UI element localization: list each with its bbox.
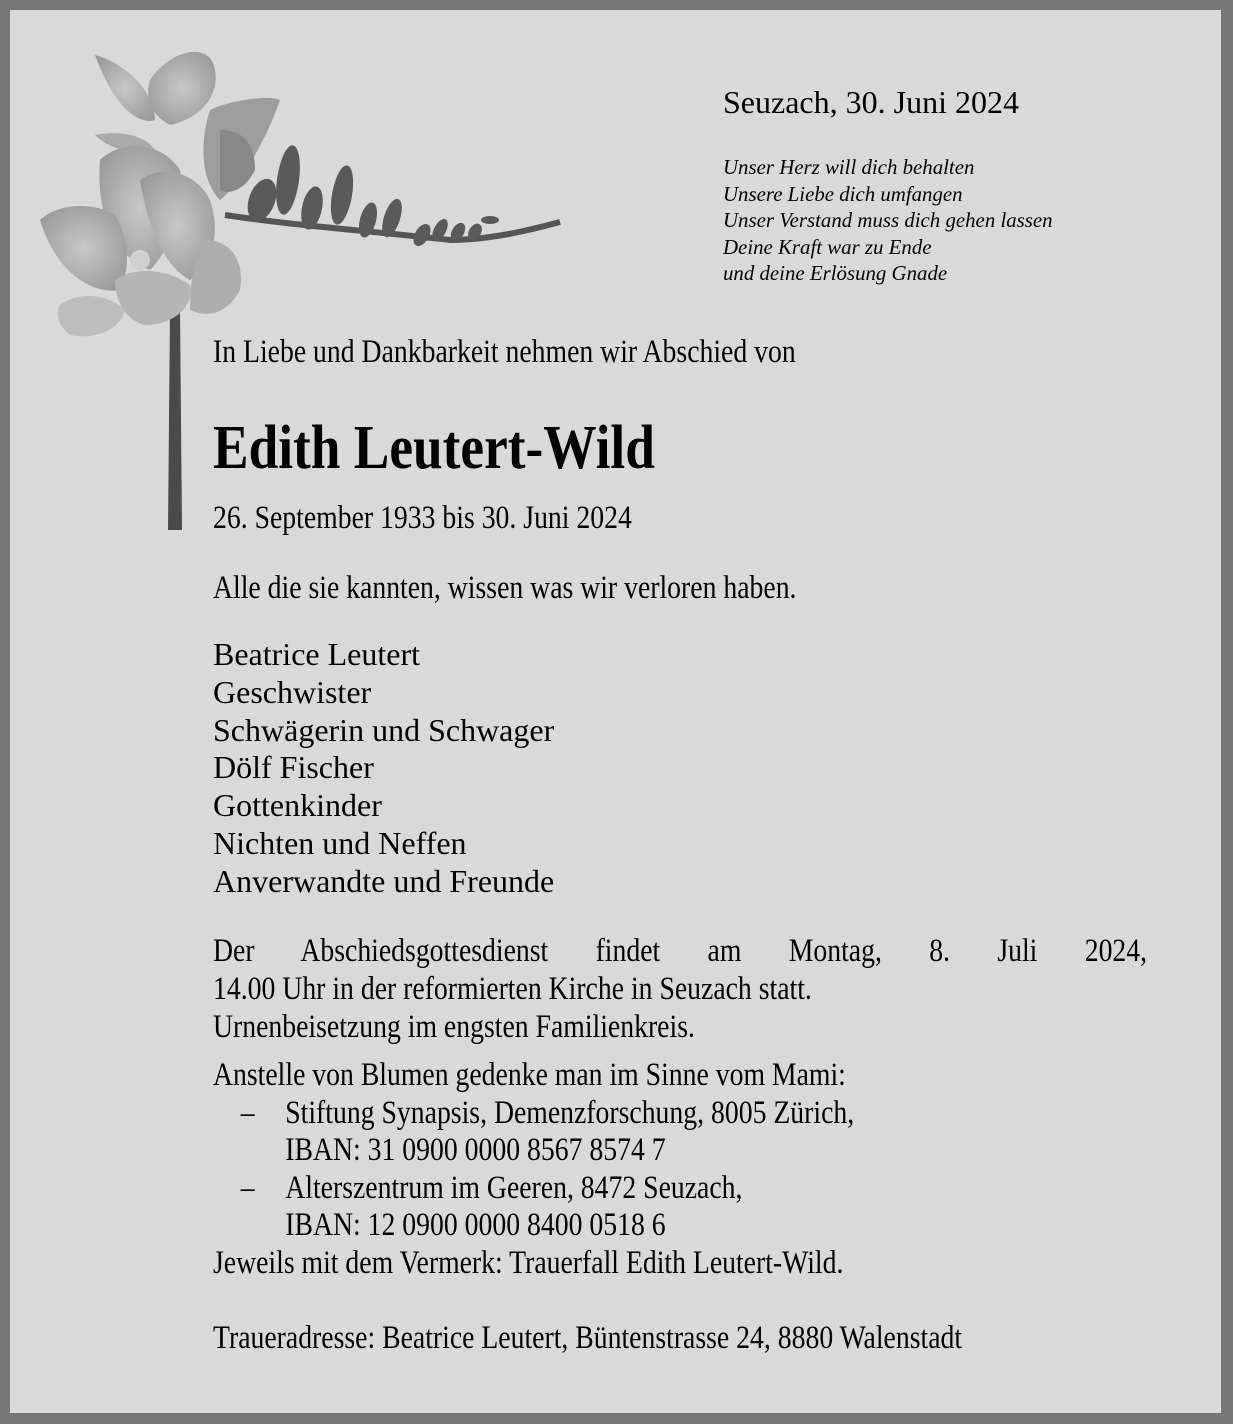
donation-iban: IBAN: 31 0900 0000 8567 8574 7 bbox=[285, 1132, 666, 1169]
motto-text: Alle die sie kannten, wissen was wir verloren haben. bbox=[213, 570, 797, 606]
donation-info bbox=[213, 1057, 976, 1283]
poem-line: Unsere Liebe dich umfangen bbox=[723, 181, 963, 206]
service-info bbox=[213, 932, 1147, 1047]
poem bbox=[723, 154, 1063, 287]
intro-line: In Liebe und Dankbarkeit nehmen wir Abschied von bbox=[213, 334, 796, 370]
poem-line: Unser Herz will dich behalten bbox=[723, 155, 975, 179]
life-dates bbox=[213, 496, 712, 540]
indent bbox=[213, 1207, 285, 1245]
donation-iban: IBAN: 12 0900 0000 8400 0518 6 bbox=[285, 1207, 666, 1244]
mourner: Anverwandte und Freunde bbox=[213, 862, 555, 899]
mourners-list bbox=[213, 636, 554, 901]
address-text: Traueradresse: Beatrice Leutert, Büntenstrasse 24, 8880 Walenstadt bbox=[213, 1320, 963, 1356]
mourner: Gottenkinder bbox=[213, 787, 382, 824]
place-date: Seuzach, 30. Juni 2024 bbox=[723, 84, 1019, 120]
intro-text bbox=[213, 330, 907, 374]
donation-item bbox=[213, 1170, 854, 1208]
donation-iban-row bbox=[213, 1207, 854, 1245]
donation-item bbox=[213, 1095, 854, 1133]
donation-recipient: Alterszentrum im Geeren, 8472 Seuzach, bbox=[285, 1169, 743, 1206]
mourning-address bbox=[213, 1316, 1105, 1360]
donation-iban-row bbox=[213, 1132, 854, 1170]
motto bbox=[213, 566, 908, 610]
obituary-notice bbox=[10, 10, 1221, 1413]
dash-bullet: – bbox=[240, 1094, 255, 1131]
service-line: Der Abschiedsgottesdienst findet am Montag, 8. Juli 2024, bbox=[213, 933, 1148, 969]
name-text: Edith Leutert-Wild bbox=[213, 414, 655, 482]
service-line: 14.00 Uhr in der reformierten Kirche in Seuzach statt. bbox=[213, 971, 812, 1008]
mourner: Geschwister bbox=[213, 673, 372, 710]
deceased-name bbox=[213, 410, 727, 486]
mourner: Dölf Fischer bbox=[213, 749, 374, 786]
dates-text: 26. September 1933 bis 30. Juni 2024 bbox=[213, 500, 632, 536]
mourner: Beatrice Leutert bbox=[213, 636, 420, 672]
dash-bullet: – bbox=[240, 1169, 255, 1206]
indent bbox=[213, 1132, 285, 1170]
donation-intro: Anstelle von Blumen gedenke man im Sinne vom Mami: bbox=[213, 1057, 846, 1093]
poem-line: und deine Erlösung Gnade bbox=[723, 261, 948, 286]
mourner: Nichten und Neffen bbox=[213, 824, 467, 861]
service-line: Urnenbeisetzung im engsten Familienkreis. bbox=[213, 1009, 695, 1046]
poem-line: Deine Kraft war zu Ende bbox=[723, 234, 932, 259]
donation-note: Jeweils mit dem Vermerk: Trauerfall Edith Leutert-Wild. bbox=[213, 1244, 844, 1281]
poem-line: Unser Verstand muss dich gehen lassen bbox=[723, 208, 1053, 233]
donation-recipient: Stiftung Synapsis, Demenzforschung, 8005 Zürich, bbox=[285, 1094, 855, 1131]
mourner: Schwägerin und Schwager bbox=[213, 711, 555, 748]
